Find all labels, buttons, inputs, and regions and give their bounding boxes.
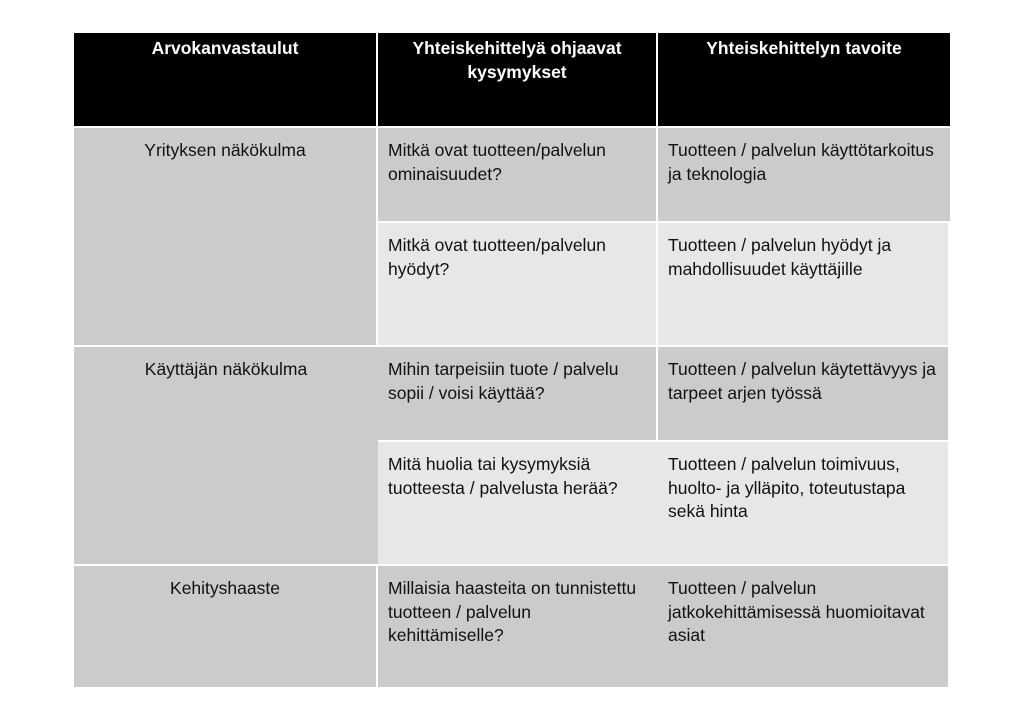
header-guiding-questions: Yhteiskehittelyä ohjaavat kysymykset	[378, 33, 658, 128]
question-cell: Mitkä ovat tuotteen/palvelun ominaisuudet?	[378, 128, 658, 223]
question-cell: Millaisia haasteita on tunnistettu tuotteen / palvelun kehittämiselle?	[378, 566, 658, 689]
row-label-development-challenge: Kehityshaaste	[74, 566, 378, 689]
header-co-development-goal: Yhteiskehittelyn tavoite	[658, 33, 950, 128]
row-label-company-perspective: Yrityksen näkökulma	[74, 128, 378, 347]
goal-cell: Tuotteen / palvelun jatkokehittämisessä huomioitavat asiat	[658, 566, 950, 689]
goal-cell: Tuotteen / palvelun hyödyt ja mahdollisuudet käyttäjille	[658, 223, 950, 347]
header-arvokanvastaulut: Arvokanvastaulut	[74, 33, 378, 128]
goal-cell: Tuotteen / palvelun käyttötarkoitus ja teknologia	[658, 128, 950, 223]
goal-cell: Tuotteen / palvelun käytettävyys ja tarpeet arjen työssä	[658, 347, 950, 442]
question-cell: Mihin tarpeisiin tuote / palvelu sopii / voisi käyttää?	[378, 347, 658, 442]
row-label-user-perspective: Käyttäjän näkökulma	[74, 347, 378, 566]
question-cell: Mitkä ovat tuotteen/palvelun hyödyt?	[378, 223, 658, 347]
value-canvas-table	[74, 33, 950, 690]
question-cell: Mitä huolia tai kysymyksiä tuotteesta / palvelusta herää?	[378, 442, 658, 566]
goal-cell: Tuotteen / palvelun toimivuus, huolto- ja ylläpito, toteutustapa sekä hinta	[658, 442, 950, 566]
